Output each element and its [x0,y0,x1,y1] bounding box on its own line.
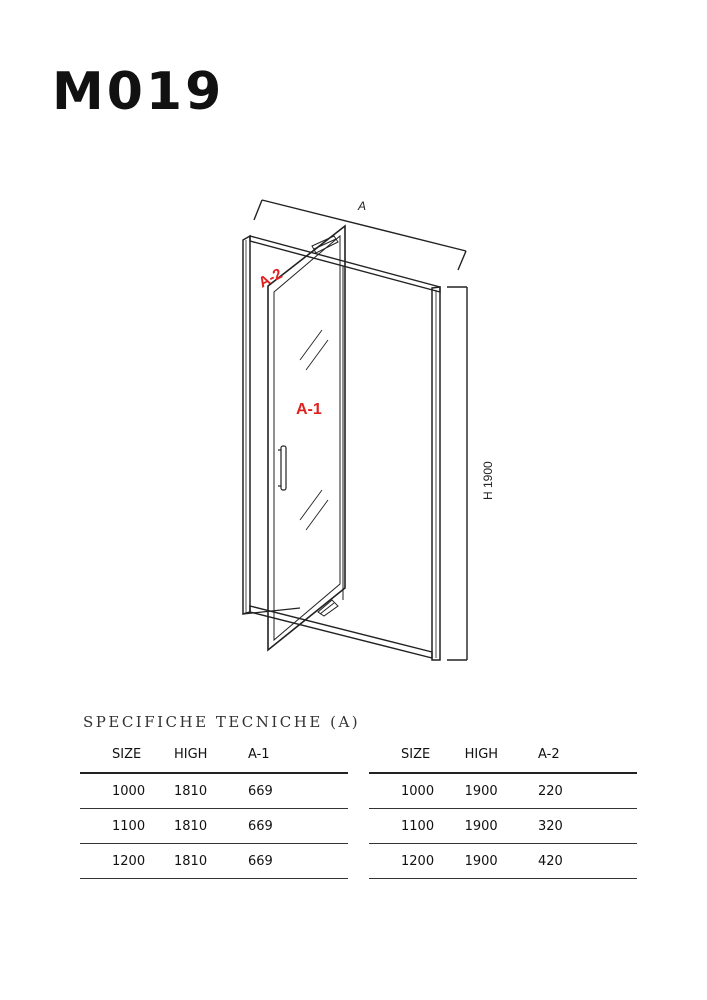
column-header-a2: A-2 [538,736,637,773]
width-dimension-label: A [358,199,367,213]
spec-table-a2 [369,736,637,879]
cell-a1: 669 [248,844,348,879]
hinge-icon [312,236,338,253]
column-header-a1: A-1 [248,736,348,773]
column-header-size: SIZE [369,736,465,773]
table-header-row [80,736,348,773]
cell-high: 1810 [174,844,248,879]
table-row [80,773,348,809]
shower-frame [243,236,440,660]
cell-high: 1900 [465,809,538,844]
cell-high: 1900 [465,773,538,809]
cell-a1: 669 [248,773,348,809]
door-handle-icon [278,446,286,490]
cell-high: 1900 [465,844,538,879]
cell-size: 1200 [369,844,465,879]
spec-table-a1 [80,736,348,879]
column-header-high: HIGH [174,736,248,773]
cell-a2: 320 [538,809,637,844]
panel-a2-label: A-2 [255,265,286,292]
height-dimension-label: H 1900 [481,461,495,500]
table-row [369,773,637,809]
cell-size: 1200 [80,844,174,879]
spec-heading: SPECIFICHE TECNICHE (A) [83,713,361,731]
table-header-row [369,736,637,773]
cell-a1: 669 [248,809,348,844]
height-dimension [447,287,467,660]
cell-a2: 220 [538,773,637,809]
panel-a1-label: A-1 [296,401,322,418]
product-code-title: M019 [52,62,225,122]
cell-size: 1000 [80,773,174,809]
cell-high: 1810 [174,809,248,844]
table-row [80,809,348,844]
cell-size: 1000 [369,773,465,809]
column-header-size: SIZE [80,736,174,773]
cell-high: 1810 [174,773,248,809]
table-row [369,809,637,844]
cell-size: 1100 [369,809,465,844]
door-panel-a1 [268,226,345,650]
table-row [369,844,637,879]
column-header-high: HIGH [465,736,538,773]
cell-size: 1100 [80,809,174,844]
table-row [80,844,348,879]
cell-a2: 420 [538,844,637,879]
